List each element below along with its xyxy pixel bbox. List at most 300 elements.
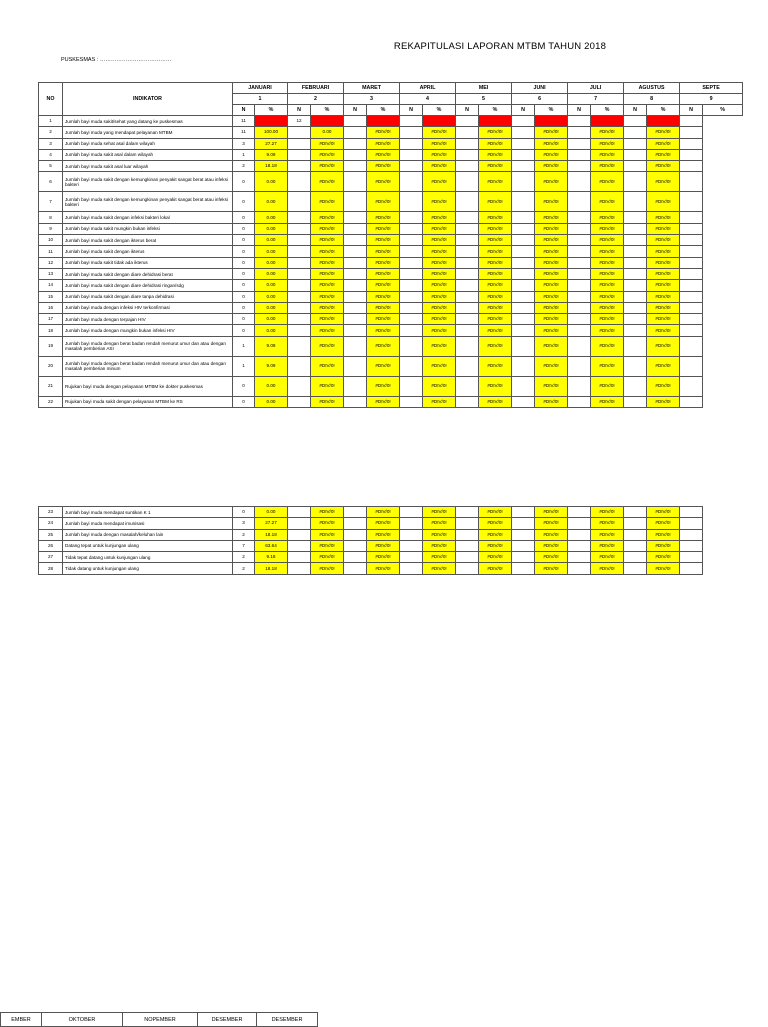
- jan-n: 0: [233, 235, 255, 246]
- month-percent: #DIV/0!: [423, 138, 456, 149]
- month-percent: #DIV/0!: [535, 563, 568, 574]
- jan-n: 0: [233, 302, 255, 313]
- month-n: [512, 529, 535, 540]
- jan-n: 0: [233, 212, 255, 223]
- month-n: [624, 314, 647, 325]
- footer-month-strip: [0, 1012, 318, 1027]
- month-percent: [647, 116, 680, 127]
- month-percent: #DIV/0!: [591, 149, 624, 160]
- month-n: [288, 212, 311, 223]
- month-n: [288, 172, 311, 192]
- month-n: [456, 246, 479, 257]
- row-indicator: Jumlah bayi muda mendapat imunisasi: [63, 518, 233, 529]
- month-n: [512, 302, 535, 313]
- month-percent: #DIV/0!: [311, 552, 344, 563]
- month-percent: #DIV/0!: [647, 149, 680, 160]
- month-percent: #DIV/0!: [591, 127, 624, 138]
- jan-percent: 0.00: [255, 192, 288, 212]
- row-number: 24: [39, 518, 63, 529]
- month-percent: #DIV/0!: [535, 302, 568, 313]
- row-number: 3: [39, 138, 63, 149]
- month-n: [288, 563, 311, 574]
- month-n: [512, 127, 535, 138]
- jan-n: 0: [233, 396, 255, 407]
- jan-percent: 0.00: [255, 314, 288, 325]
- month-n: [624, 518, 647, 529]
- month-percent: #DIV/0!: [535, 235, 568, 246]
- month-n: [344, 314, 367, 325]
- month-percent: #DIV/0!: [479, 235, 512, 246]
- month-n: [568, 223, 591, 234]
- puskesmas-label: PUSKESMAS :: [61, 57, 99, 63]
- month-percent: #DIV/0!: [479, 396, 512, 407]
- row-number: 17: [39, 314, 63, 325]
- sept-n: [680, 552, 703, 563]
- month-n: [512, 268, 535, 279]
- jan-n: 3: [233, 138, 255, 149]
- month-percent: #DIV/0!: [591, 268, 624, 279]
- table-row: [39, 161, 743, 172]
- table-row: [39, 518, 743, 529]
- month-n: [400, 552, 423, 563]
- jan-n: 0: [233, 325, 255, 336]
- month-percent: #DIV/0!: [423, 192, 456, 212]
- month-n: [344, 563, 367, 574]
- month-n: [400, 336, 423, 356]
- month-percent: #DIV/0!: [311, 302, 344, 313]
- row-indicator: Jumlah bayi muda mendapat suntikan K 1: [63, 507, 233, 518]
- month-percent: #DIV/0!: [311, 280, 344, 291]
- month-percent: #DIV/0!: [479, 325, 512, 336]
- footer-month: OKTOBER: [42, 1013, 123, 1027]
- table-row: [39, 149, 743, 160]
- month-percent: #DIV/0!: [535, 336, 568, 356]
- row-number: 4: [39, 149, 63, 160]
- month-percent: #DIV/0!: [367, 149, 400, 160]
- month-percent: #DIV/0!: [311, 314, 344, 325]
- header-month-number: 3: [344, 94, 400, 105]
- month-percent: #DIV/0!: [479, 563, 512, 574]
- month-n: [456, 507, 479, 518]
- month-percent: #DIV/0!: [535, 518, 568, 529]
- sept-n: [680, 291, 703, 302]
- row-indicator: Jumlah bayi muda dengan terpajan HIV: [63, 314, 233, 325]
- month-n: [512, 325, 535, 336]
- month-percent: #DIV/0!: [647, 552, 680, 563]
- month-percent: #DIV/0!: [647, 529, 680, 540]
- month-n: [624, 563, 647, 574]
- month-n: [288, 314, 311, 325]
- jan-percent: 27.27: [255, 518, 288, 529]
- row-indicator: Jumlah bayi muda sakit/sehat yang datang ke puskesmas: [63, 116, 233, 127]
- month-n: [400, 540, 423, 551]
- month-n: [344, 257, 367, 268]
- month-n: [568, 356, 591, 376]
- jan-percent: 63.64: [255, 540, 288, 551]
- month-n: [288, 396, 311, 407]
- month-n: [512, 149, 535, 160]
- sept-n: [680, 356, 703, 376]
- month-percent: #DIV/0!: [311, 563, 344, 574]
- header-n: N: [400, 105, 423, 116]
- month-percent: #DIV/0!: [367, 563, 400, 574]
- puskesmas-line: [61, 57, 171, 63]
- month-n: [568, 246, 591, 257]
- month-n: [456, 552, 479, 563]
- row-number: 7: [39, 192, 63, 212]
- month-percent: [311, 116, 344, 127]
- month-percent: #DIV/0!: [591, 280, 624, 291]
- month-percent: #DIV/0!: [479, 356, 512, 376]
- month-percent: #DIV/0!: [423, 280, 456, 291]
- month-percent: #DIV/0!: [479, 314, 512, 325]
- month-percent: #DIV/0!: [423, 161, 456, 172]
- row-indicator: Jumlah bayi muda sakit dengan diare tanpa dehidrasi: [63, 291, 233, 302]
- sept-n: [680, 257, 703, 268]
- month-percent: #DIV/0!: [535, 356, 568, 376]
- jan-n: 3: [233, 518, 255, 529]
- jan-n: 2: [233, 552, 255, 563]
- month-n: [512, 563, 535, 574]
- month-n: [568, 235, 591, 246]
- header-month: MEI: [456, 83, 512, 94]
- month-n: [400, 356, 423, 376]
- month-percent: #DIV/0!: [423, 507, 456, 518]
- month-n: [456, 280, 479, 291]
- month-percent: #DIV/0!: [367, 138, 400, 149]
- month-n: [624, 149, 647, 160]
- month-percent: #DIV/0!: [423, 172, 456, 192]
- month-n: [344, 127, 367, 138]
- month-n: [344, 172, 367, 192]
- month-n: [624, 507, 647, 518]
- month-n: [288, 192, 311, 212]
- month-percent: #DIV/0!: [647, 172, 680, 192]
- month-n: [512, 116, 535, 127]
- month-n: [512, 540, 535, 551]
- month-n: [456, 127, 479, 138]
- table-row: [39, 280, 743, 291]
- month-n: [568, 116, 591, 127]
- month-percent: #DIV/0!: [367, 356, 400, 376]
- month-percent: #DIV/0!: [591, 529, 624, 540]
- table-row: [39, 223, 743, 234]
- month-percent: #DIV/0!: [311, 223, 344, 234]
- month-percent: #DIV/0!: [311, 138, 344, 149]
- jan-percent: 0.00: [255, 376, 288, 396]
- sept-n: [680, 336, 703, 356]
- month-percent: #DIV/0!: [647, 356, 680, 376]
- header-n: N: [288, 105, 311, 116]
- month-percent: #DIV/0!: [591, 235, 624, 246]
- month-n: [288, 302, 311, 313]
- month-n: [288, 540, 311, 551]
- sept-n: [680, 268, 703, 279]
- month-n: [344, 356, 367, 376]
- month-percent: #DIV/0!: [311, 268, 344, 279]
- row-indicator: Jumlah bayi muda dengan masalah/keluhan lain: [63, 529, 233, 540]
- jan-n: 0: [233, 280, 255, 291]
- month-percent: #DIV/0!: [647, 291, 680, 302]
- month-n: 12: [288, 116, 311, 127]
- month-percent: #DIV/0!: [311, 192, 344, 212]
- row-number: 9: [39, 223, 63, 234]
- month-percent: #DIV/0!: [423, 235, 456, 246]
- row-indicator: Jumlah bayi muda sakit dengan kemungkinan penyakit sangat berat atau infeksi bakteri: [63, 172, 233, 192]
- month-n: [288, 336, 311, 356]
- row-number: 26: [39, 540, 63, 551]
- month-n: [624, 212, 647, 223]
- row-number: 22: [39, 396, 63, 407]
- month-n: [624, 138, 647, 149]
- month-n: [568, 161, 591, 172]
- jan-percent: 0.00: [255, 507, 288, 518]
- month-percent: #DIV/0!: [423, 356, 456, 376]
- month-percent: #DIV/0!: [591, 161, 624, 172]
- month-percent: #DIV/0!: [591, 223, 624, 234]
- month-n: [400, 529, 423, 540]
- month-percent: #DIV/0!: [535, 314, 568, 325]
- row-number: 12: [39, 257, 63, 268]
- month-percent: #DIV/0!: [647, 325, 680, 336]
- month-percent: #DIV/0!: [535, 280, 568, 291]
- row-number: 27: [39, 552, 63, 563]
- month-n: [344, 518, 367, 529]
- sept-n: [680, 161, 703, 172]
- sept-n: [680, 529, 703, 540]
- month-percent: #DIV/0!: [647, 518, 680, 529]
- month-percent: #DIV/0!: [311, 149, 344, 160]
- month-percent: #DIV/0!: [479, 127, 512, 138]
- header-n: N: [568, 105, 591, 116]
- month-n: [400, 376, 423, 396]
- month-percent: #DIV/0!: [367, 246, 400, 257]
- month-percent: #DIV/0!: [311, 540, 344, 551]
- month-percent: #DIV/0!: [647, 302, 680, 313]
- month-n: [512, 280, 535, 291]
- month-n: [624, 268, 647, 279]
- month-n: [456, 396, 479, 407]
- table-row: [39, 540, 743, 551]
- month-n: [512, 314, 535, 325]
- jan-percent: 9.18: [255, 552, 288, 563]
- header-month-number: 9: [680, 94, 743, 105]
- month-n: [288, 257, 311, 268]
- month-percent: #DIV/0!: [647, 161, 680, 172]
- month-n: [512, 396, 535, 407]
- month-percent: #DIV/0!: [535, 223, 568, 234]
- row-number: 10: [39, 235, 63, 246]
- month-percent: #DIV/0!: [647, 246, 680, 257]
- month-n: [288, 161, 311, 172]
- table-row: [39, 552, 743, 563]
- month-percent: #DIV/0!: [535, 246, 568, 257]
- sept-n: [680, 246, 703, 257]
- month-n: [456, 172, 479, 192]
- month-n: [624, 540, 647, 551]
- month-n: [568, 314, 591, 325]
- header-indikator: INDIKATOR: [63, 83, 233, 116]
- jan-n: 1: [233, 356, 255, 376]
- month-percent: #DIV/0!: [591, 376, 624, 396]
- table-row: [39, 291, 743, 302]
- month-n: [400, 396, 423, 407]
- month-percent: #DIV/0!: [647, 192, 680, 212]
- jan-percent: 0.00: [255, 291, 288, 302]
- month-n: [400, 138, 423, 149]
- row-number: 2: [39, 127, 63, 138]
- sept-n: [680, 507, 703, 518]
- month-percent: #DIV/0!: [591, 291, 624, 302]
- table-row: [39, 529, 743, 540]
- sept-n: [680, 518, 703, 529]
- month-n: [288, 246, 311, 257]
- header-percent: %: [255, 105, 288, 116]
- month-n: [344, 138, 367, 149]
- puskesmas-value: …………………………………: [99, 57, 172, 63]
- month-percent: #DIV/0!: [311, 529, 344, 540]
- month-n: [344, 507, 367, 518]
- jan-n: 11: [233, 127, 255, 138]
- header-percent: %: [311, 105, 344, 116]
- table-row: [39, 507, 743, 518]
- month-n: [456, 518, 479, 529]
- month-percent: #DIV/0!: [591, 138, 624, 149]
- jan-n: 7: [233, 540, 255, 551]
- header-n: N: [233, 105, 255, 116]
- month-n: [456, 235, 479, 246]
- month-percent: #DIV/0!: [311, 291, 344, 302]
- month-n: [624, 280, 647, 291]
- month-percent: #DIV/0!: [479, 161, 512, 172]
- month-n: [512, 291, 535, 302]
- month-percent: #DIV/0!: [591, 314, 624, 325]
- month-percent: #DIV/0!: [367, 376, 400, 396]
- footer-month: NOPEMBER: [123, 1013, 198, 1027]
- month-percent: #DIV/0!: [535, 540, 568, 551]
- month-n: [288, 376, 311, 396]
- month-n: [512, 257, 535, 268]
- month-n: [344, 529, 367, 540]
- month-percent: #DIV/0!: [535, 268, 568, 279]
- header-percent: %: [423, 105, 456, 116]
- month-percent: #DIV/0!: [367, 302, 400, 313]
- month-percent: #DIV/0!: [535, 127, 568, 138]
- month-n: [624, 161, 647, 172]
- month-n: [400, 280, 423, 291]
- jan-n: 1: [233, 149, 255, 160]
- header-percent: %: [647, 105, 680, 116]
- row-indicator: Jumlah bayi muda sakit tidak ada ikterus: [63, 257, 233, 268]
- month-n: [624, 396, 647, 407]
- month-percent: #DIV/0!: [479, 518, 512, 529]
- month-n: [624, 376, 647, 396]
- footer-month: DESEMBER: [257, 1013, 318, 1027]
- month-percent: #DIV/0!: [647, 507, 680, 518]
- month-n: [288, 507, 311, 518]
- month-n: [288, 518, 311, 529]
- month-n: [568, 127, 591, 138]
- month-percent: #DIV/0!: [479, 172, 512, 192]
- row-number: 11: [39, 246, 63, 257]
- month-percent: #DIV/0!: [591, 563, 624, 574]
- jan-percent: 0.00: [255, 172, 288, 192]
- jan-percent: 0.00: [255, 396, 288, 407]
- month-percent: #DIV/0!: [423, 149, 456, 160]
- row-indicator: Tidak datang untuk kunjungan ulang: [63, 563, 233, 574]
- month-percent: #DIV/0!: [591, 396, 624, 407]
- indicator-table-2: [38, 506, 743, 575]
- month-percent: #DIV/0!: [535, 149, 568, 160]
- row-indicator: Jumlah bayi muda yang mendapat pelayanan MTBM: [63, 127, 233, 138]
- row-indicator: Jumlah bayi muda sakit mungkin bukan infeksi: [63, 223, 233, 234]
- month-n: [344, 376, 367, 396]
- month-n: [344, 235, 367, 246]
- month-n: [512, 223, 535, 234]
- jan-n: 0: [233, 246, 255, 257]
- row-indicator: Jumlah bayi muda sakit dengan ikterus berat: [63, 235, 233, 246]
- header-month-number: 2: [288, 94, 344, 105]
- row-number: 28: [39, 563, 63, 574]
- sept-n: [680, 235, 703, 246]
- indicator-table-1: [38, 82, 743, 408]
- header-month: APRIL: [400, 83, 456, 94]
- sept-n: [680, 172, 703, 192]
- month-percent: [591, 116, 624, 127]
- month-n: [568, 149, 591, 160]
- table-row: [39, 302, 743, 313]
- month-n: [400, 235, 423, 246]
- header-percent: %: [703, 105, 743, 116]
- sept-n: [680, 396, 703, 407]
- header-month: MARET: [344, 83, 400, 94]
- row-number: 23: [39, 507, 63, 518]
- month-n: [568, 552, 591, 563]
- month-n: [624, 356, 647, 376]
- row-indicator: Jumlah bayi muda sakit asal luar wilayah: [63, 161, 233, 172]
- jan-n: 0: [233, 507, 255, 518]
- month-percent: [535, 116, 568, 127]
- month-n: [288, 291, 311, 302]
- jan-n: 1: [233, 336, 255, 356]
- row-indicator: Jumlah bayi muda sehat asal dalam wilayah: [63, 138, 233, 149]
- month-n: [344, 302, 367, 313]
- month-n: [400, 116, 423, 127]
- month-n: [344, 291, 367, 302]
- month-percent: #DIV/0!: [479, 552, 512, 563]
- month-n: [568, 280, 591, 291]
- month-percent: #DIV/0!: [535, 291, 568, 302]
- month-percent: [479, 116, 512, 127]
- month-n: [624, 302, 647, 313]
- month-percent: #DIV/0!: [311, 518, 344, 529]
- row-number: 25: [39, 529, 63, 540]
- sept-n: [680, 138, 703, 149]
- month-percent: #DIV/0!: [311, 376, 344, 396]
- month-n: [456, 336, 479, 356]
- table-row: [39, 246, 743, 257]
- month-n: [288, 356, 311, 376]
- month-n: [456, 540, 479, 551]
- month-n: [568, 302, 591, 313]
- month-percent: #DIV/0!: [311, 325, 344, 336]
- month-n: [624, 325, 647, 336]
- jan-n: 0: [233, 192, 255, 212]
- month-percent: #DIV/0!: [647, 376, 680, 396]
- month-percent: #DIV/0!: [479, 291, 512, 302]
- month-percent: #DIV/0!: [647, 314, 680, 325]
- table-row: [39, 116, 743, 127]
